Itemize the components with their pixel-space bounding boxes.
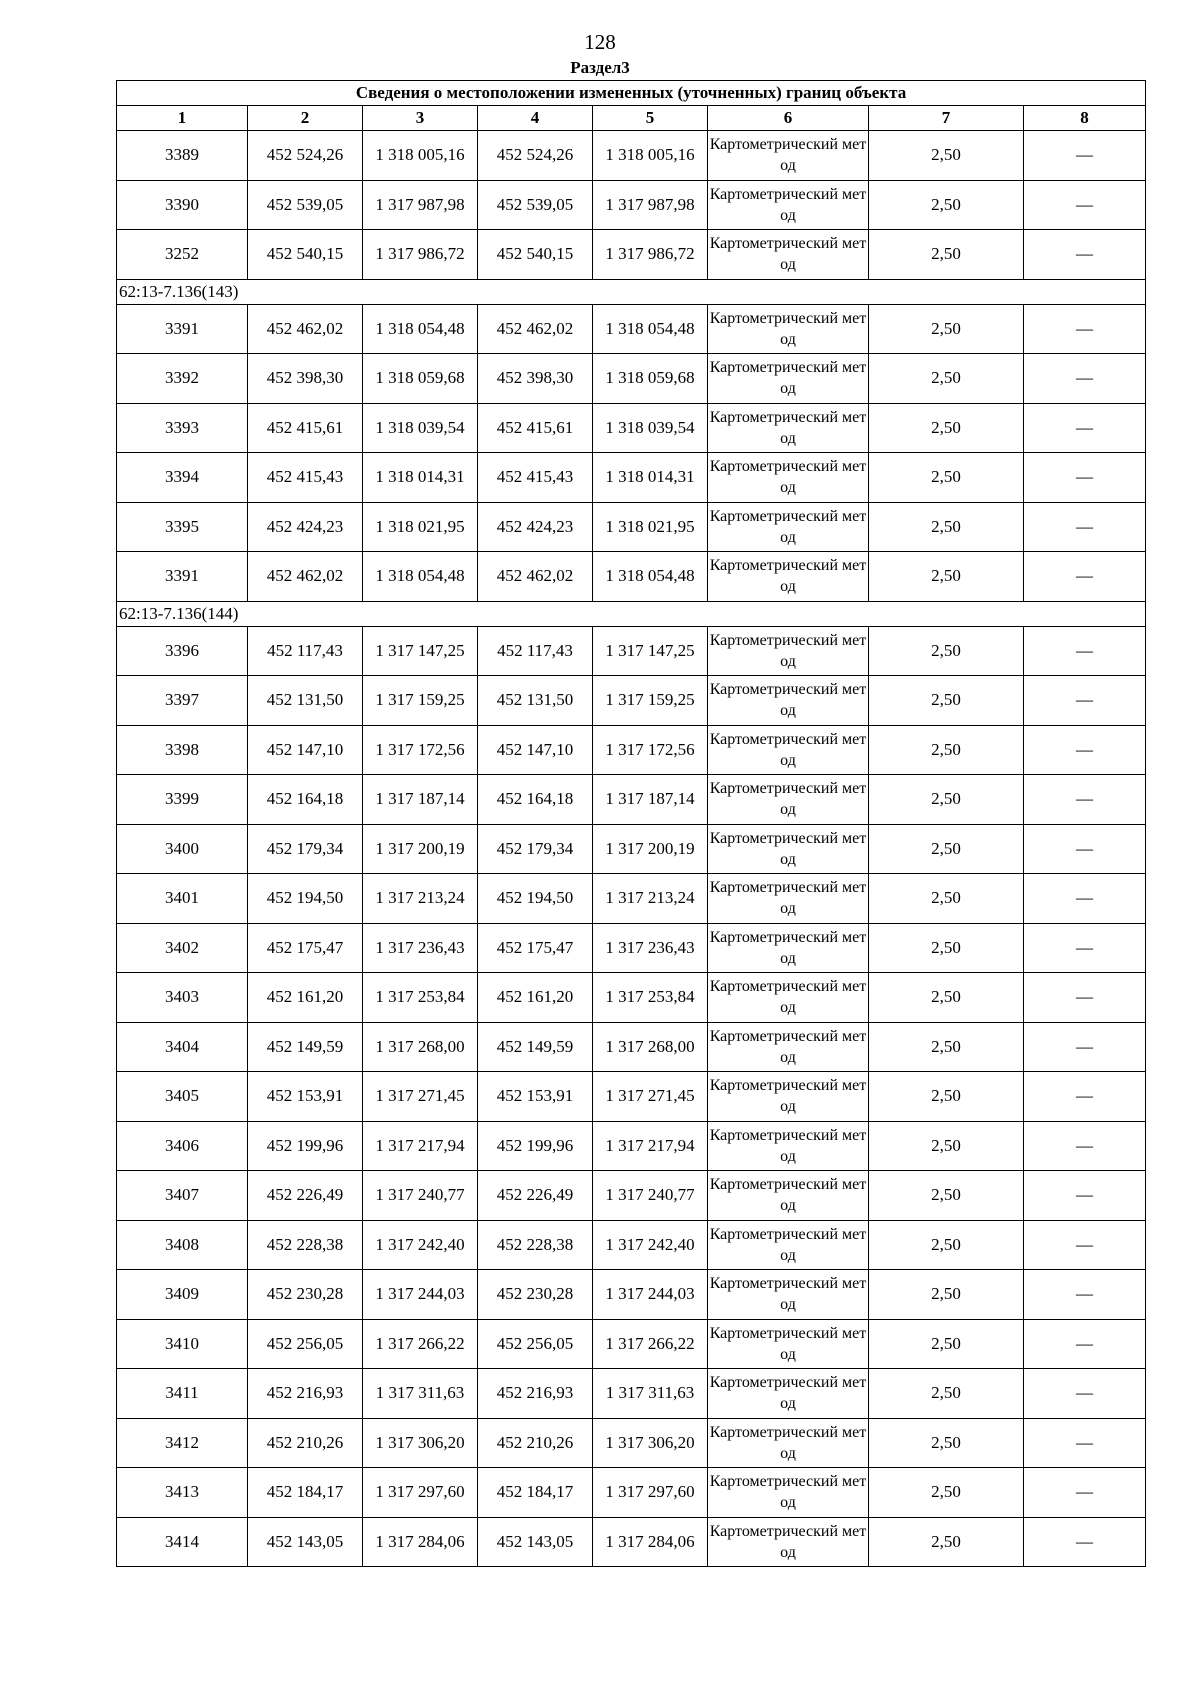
table-row xyxy=(117,453,1146,503)
method-cell: Картометрический метод xyxy=(708,502,869,552)
column-number: 1 xyxy=(117,106,248,131)
y-coordinate-new-cell: 1 317 159,25 xyxy=(593,676,708,726)
column-number: 3 xyxy=(363,106,478,131)
table-row xyxy=(117,1270,1146,1320)
table-row xyxy=(117,775,1146,825)
table-row xyxy=(117,502,1146,552)
y-coordinate-new-cell: 1 318 005,16 xyxy=(593,131,708,181)
accuracy-cell: 2,50 xyxy=(869,923,1024,973)
table-title: Сведения о местоположении измененных (уточненных) границ объекта xyxy=(117,81,1146,106)
boundary-coordinates-table xyxy=(116,80,1146,1567)
y-coordinate-new-cell: 1 317 147,25 xyxy=(593,626,708,676)
y-coordinate-new-cell: 1 317 311,63 xyxy=(593,1369,708,1419)
note-cell: — xyxy=(1024,304,1146,354)
y-coordinate-cell: 1 318 054,48 xyxy=(363,304,478,354)
y-coordinate-new-cell: 1 317 271,45 xyxy=(593,1072,708,1122)
table-row xyxy=(117,1220,1146,1270)
x-coordinate-cell: 452 540,15 xyxy=(248,230,363,280)
method-cell: Картометрический метод xyxy=(708,824,869,874)
accuracy-cell: 2,50 xyxy=(869,1418,1024,1468)
x-coordinate-new-cell: 452 149,59 xyxy=(478,1022,593,1072)
section-title: Раздел3 xyxy=(570,58,630,77)
point-number-cell: 3400 xyxy=(117,824,248,874)
x-coordinate-cell: 452 175,47 xyxy=(248,923,363,973)
note-cell: — xyxy=(1024,354,1146,404)
point-number-cell: 3404 xyxy=(117,1022,248,1072)
y-coordinate-new-cell: 1 318 039,54 xyxy=(593,403,708,453)
method-cell: Картометрический метод xyxy=(708,1369,869,1419)
note-cell: — xyxy=(1024,1270,1146,1320)
x-coordinate-cell: 452 164,18 xyxy=(248,775,363,825)
table-row xyxy=(117,1517,1146,1567)
x-coordinate-new-cell: 452 117,43 xyxy=(478,626,593,676)
note-cell: — xyxy=(1024,973,1146,1023)
point-number-cell: 3408 xyxy=(117,1220,248,1270)
y-coordinate-new-cell: 1 317 187,14 xyxy=(593,775,708,825)
x-coordinate-new-cell: 452 226,49 xyxy=(478,1171,593,1221)
column-number: 2 xyxy=(248,106,363,131)
y-coordinate-new-cell: 1 318 054,48 xyxy=(593,552,708,602)
x-coordinate-cell: 452 131,50 xyxy=(248,676,363,726)
x-coordinate-cell: 452 256,05 xyxy=(248,1319,363,1369)
note-cell: — xyxy=(1024,453,1146,503)
method-cell: Картометрический метод xyxy=(708,180,869,230)
method-cell: Картометрический метод xyxy=(708,676,869,726)
y-coordinate-new-cell: 1 317 253,84 xyxy=(593,973,708,1023)
x-coordinate-cell: 452 462,02 xyxy=(248,304,363,354)
point-number-cell: 3389 xyxy=(117,131,248,181)
x-coordinate-cell: 452 398,30 xyxy=(248,354,363,404)
point-number-cell: 3413 xyxy=(117,1468,248,1518)
accuracy-cell: 2,50 xyxy=(869,552,1024,602)
note-cell: — xyxy=(1024,1418,1146,1468)
table-row xyxy=(117,1171,1146,1221)
accuracy-cell: 2,50 xyxy=(869,180,1024,230)
point-number-cell: 3403 xyxy=(117,973,248,1023)
note-cell: — xyxy=(1024,1369,1146,1419)
table-row xyxy=(117,874,1146,924)
table-row xyxy=(117,180,1146,230)
y-coordinate-cell: 1 318 021,95 xyxy=(363,502,478,552)
x-coordinate-cell: 452 149,59 xyxy=(248,1022,363,1072)
x-coordinate-new-cell: 452 540,15 xyxy=(478,230,593,280)
point-number-cell: 3252 xyxy=(117,230,248,280)
table-row xyxy=(117,1022,1146,1072)
x-coordinate-new-cell: 452 539,05 xyxy=(478,180,593,230)
table-row xyxy=(117,973,1146,1023)
y-coordinate-new-cell: 1 317 200,19 xyxy=(593,824,708,874)
table-row xyxy=(117,354,1146,404)
table-row xyxy=(117,1319,1146,1369)
point-number-cell: 3391 xyxy=(117,304,248,354)
note-cell: — xyxy=(1024,874,1146,924)
note-cell: — xyxy=(1024,923,1146,973)
y-coordinate-new-cell: 1 318 014,31 xyxy=(593,453,708,503)
x-coordinate-cell: 452 210,26 xyxy=(248,1418,363,1468)
y-coordinate-cell: 1 317 253,84 xyxy=(363,973,478,1023)
point-number-cell: 3412 xyxy=(117,1418,248,1468)
method-cell: Картометрический метод xyxy=(708,775,869,825)
note-cell: — xyxy=(1024,626,1146,676)
y-coordinate-new-cell: 1 317 213,24 xyxy=(593,874,708,924)
accuracy-cell: 2,50 xyxy=(869,453,1024,503)
y-coordinate-cell: 1 317 172,56 xyxy=(363,725,478,775)
x-coordinate-cell: 452 117,43 xyxy=(248,626,363,676)
note-cell: — xyxy=(1024,131,1146,181)
point-number-cell: 3410 xyxy=(117,1319,248,1369)
table-row xyxy=(117,1418,1146,1468)
x-coordinate-cell: 452 161,20 xyxy=(248,973,363,1023)
y-coordinate-new-cell: 1 317 172,56 xyxy=(593,725,708,775)
note-cell: — xyxy=(1024,725,1146,775)
y-coordinate-cell: 1 318 059,68 xyxy=(363,354,478,404)
point-number-cell: 3399 xyxy=(117,775,248,825)
x-coordinate-cell: 452 424,23 xyxy=(248,502,363,552)
x-coordinate-cell: 452 228,38 xyxy=(248,1220,363,1270)
x-coordinate-new-cell: 452 153,91 xyxy=(478,1072,593,1122)
x-coordinate-new-cell: 452 462,02 xyxy=(478,552,593,602)
y-coordinate-new-cell: 1 317 306,20 xyxy=(593,1418,708,1468)
x-coordinate-new-cell: 452 230,28 xyxy=(478,1270,593,1320)
table-row xyxy=(117,725,1146,775)
x-coordinate-cell: 452 524,26 xyxy=(248,131,363,181)
table-row xyxy=(117,626,1146,676)
accuracy-cell: 2,50 xyxy=(869,874,1024,924)
y-coordinate-cell: 1 317 236,43 xyxy=(363,923,478,973)
note-cell: — xyxy=(1024,1022,1146,1072)
note-cell: — xyxy=(1024,230,1146,280)
y-coordinate-cell: 1 317 268,00 xyxy=(363,1022,478,1072)
y-coordinate-new-cell: 1 318 054,48 xyxy=(593,304,708,354)
method-cell: Картометрический метод xyxy=(708,1022,869,1072)
x-coordinate-cell: 452 179,34 xyxy=(248,824,363,874)
accuracy-cell: 2,50 xyxy=(869,1072,1024,1122)
note-cell: — xyxy=(1024,1171,1146,1221)
point-number-cell: 3398 xyxy=(117,725,248,775)
x-coordinate-new-cell: 452 179,34 xyxy=(478,824,593,874)
group-header-row xyxy=(117,601,1146,626)
y-coordinate-new-cell: 1 318 021,95 xyxy=(593,502,708,552)
accuracy-cell: 2,50 xyxy=(869,502,1024,552)
x-coordinate-cell: 452 216,93 xyxy=(248,1369,363,1419)
x-coordinate-cell: 452 415,43 xyxy=(248,453,363,503)
y-coordinate-new-cell: 1 317 242,40 xyxy=(593,1220,708,1270)
y-coordinate-new-cell: 1 317 268,00 xyxy=(593,1022,708,1072)
table-row xyxy=(117,824,1146,874)
point-number-cell: 3396 xyxy=(117,626,248,676)
x-coordinate-cell: 452 462,02 xyxy=(248,552,363,602)
x-coordinate-new-cell: 452 199,96 xyxy=(478,1121,593,1171)
x-coordinate-cell: 452 153,91 xyxy=(248,1072,363,1122)
note-cell: — xyxy=(1024,552,1146,602)
point-number-cell: 3407 xyxy=(117,1171,248,1221)
x-coordinate-new-cell: 452 216,93 xyxy=(478,1369,593,1419)
x-coordinate-cell: 452 415,61 xyxy=(248,403,363,453)
y-coordinate-new-cell: 1 317 236,43 xyxy=(593,923,708,973)
y-coordinate-new-cell: 1 317 284,06 xyxy=(593,1517,708,1567)
accuracy-cell: 2,50 xyxy=(869,1369,1024,1419)
x-coordinate-cell: 452 143,05 xyxy=(248,1517,363,1567)
y-coordinate-cell: 1 318 039,54 xyxy=(363,403,478,453)
y-coordinate-new-cell: 1 317 266,22 xyxy=(593,1319,708,1369)
x-coordinate-new-cell: 452 210,26 xyxy=(478,1418,593,1468)
x-coordinate-new-cell: 452 131,50 xyxy=(478,676,593,726)
accuracy-cell: 2,50 xyxy=(869,775,1024,825)
y-coordinate-cell: 1 318 014,31 xyxy=(363,453,478,503)
cadastral-group-label: 62:13-7.136(143) xyxy=(117,279,1146,304)
accuracy-cell: 2,50 xyxy=(869,725,1024,775)
y-coordinate-cell: 1 317 187,14 xyxy=(363,775,478,825)
method-cell: Картометрический метод xyxy=(708,725,869,775)
accuracy-cell: 2,50 xyxy=(869,131,1024,181)
y-coordinate-new-cell: 1 317 240,77 xyxy=(593,1171,708,1221)
note-cell: — xyxy=(1024,1468,1146,1518)
column-number: 6 xyxy=(708,106,869,131)
x-coordinate-new-cell: 452 462,02 xyxy=(478,304,593,354)
y-coordinate-new-cell: 1 318 059,68 xyxy=(593,354,708,404)
x-coordinate-new-cell: 452 147,10 xyxy=(478,725,593,775)
y-coordinate-cell: 1 317 159,25 xyxy=(363,676,478,726)
y-coordinate-cell: 1 317 986,72 xyxy=(363,230,478,280)
y-coordinate-cell: 1 318 005,16 xyxy=(363,131,478,181)
x-coordinate-cell: 452 184,17 xyxy=(248,1468,363,1518)
table-row xyxy=(117,131,1146,181)
method-cell: Картометрический метод xyxy=(708,973,869,1023)
table-row xyxy=(117,676,1146,726)
x-coordinate-new-cell: 452 184,17 xyxy=(478,1468,593,1518)
point-number-cell: 3394 xyxy=(117,453,248,503)
accuracy-cell: 2,50 xyxy=(869,1270,1024,1320)
point-number-cell: 3393 xyxy=(117,403,248,453)
note-cell: — xyxy=(1024,824,1146,874)
point-number-cell: 3411 xyxy=(117,1369,248,1419)
accuracy-cell: 2,50 xyxy=(869,1121,1024,1171)
x-coordinate-new-cell: 452 194,50 xyxy=(478,874,593,924)
x-coordinate-new-cell: 452 175,47 xyxy=(478,923,593,973)
y-coordinate-cell: 1 317 147,25 xyxy=(363,626,478,676)
y-coordinate-cell: 1 317 297,60 xyxy=(363,1468,478,1518)
y-coordinate-cell: 1 317 242,40 xyxy=(363,1220,478,1270)
y-coordinate-new-cell: 1 317 217,94 xyxy=(593,1121,708,1171)
x-coordinate-cell: 452 230,28 xyxy=(248,1270,363,1320)
method-cell: Картометрический метод xyxy=(708,1121,869,1171)
page-number: 128 xyxy=(584,30,616,54)
table-row xyxy=(117,923,1146,973)
method-cell: Картометрический метод xyxy=(708,1319,869,1369)
y-coordinate-cell: 1 317 284,06 xyxy=(363,1517,478,1567)
method-cell: Картометрический метод xyxy=(708,1171,869,1221)
method-cell: Картометрический метод xyxy=(708,230,869,280)
accuracy-cell: 2,50 xyxy=(869,973,1024,1023)
method-cell: Картометрический метод xyxy=(708,304,869,354)
y-coordinate-cell: 1 317 200,19 xyxy=(363,824,478,874)
method-cell: Картометрический метод xyxy=(708,1418,869,1468)
y-coordinate-new-cell: 1 317 986,72 xyxy=(593,230,708,280)
cadastral-group-label: 62:13-7.136(144) xyxy=(117,601,1146,626)
method-cell: Картометрический метод xyxy=(708,1072,869,1122)
point-number-cell: 3402 xyxy=(117,923,248,973)
table-body xyxy=(117,131,1146,1567)
point-number-cell: 3392 xyxy=(117,354,248,404)
note-cell: — xyxy=(1024,1220,1146,1270)
x-coordinate-cell: 452 199,96 xyxy=(248,1121,363,1171)
accuracy-cell: 2,50 xyxy=(869,1517,1024,1567)
accuracy-cell: 2,50 xyxy=(869,1319,1024,1369)
accuracy-cell: 2,50 xyxy=(869,824,1024,874)
accuracy-cell: 2,50 xyxy=(869,1468,1024,1518)
method-cell: Картометрический метод xyxy=(708,626,869,676)
note-cell: — xyxy=(1024,1319,1146,1369)
note-cell: — xyxy=(1024,676,1146,726)
y-coordinate-cell: 1 317 213,24 xyxy=(363,874,478,924)
column-number: 8 xyxy=(1024,106,1146,131)
method-cell: Картометрический метод xyxy=(708,1270,869,1320)
point-number-cell: 3409 xyxy=(117,1270,248,1320)
point-number-cell: 3390 xyxy=(117,180,248,230)
x-coordinate-new-cell: 452 143,05 xyxy=(478,1517,593,1567)
x-coordinate-new-cell: 452 398,30 xyxy=(478,354,593,404)
column-number-row xyxy=(117,106,1146,131)
accuracy-cell: 2,50 xyxy=(869,354,1024,404)
note-cell: — xyxy=(1024,502,1146,552)
table-row xyxy=(117,1072,1146,1122)
accuracy-cell: 2,50 xyxy=(869,230,1024,280)
accuracy-cell: 2,50 xyxy=(869,676,1024,726)
y-coordinate-new-cell: 1 317 297,60 xyxy=(593,1468,708,1518)
y-coordinate-cell: 1 317 244,03 xyxy=(363,1270,478,1320)
x-coordinate-cell: 452 226,49 xyxy=(248,1171,363,1221)
note-cell: — xyxy=(1024,775,1146,825)
x-coordinate-new-cell: 452 161,20 xyxy=(478,973,593,1023)
x-coordinate-new-cell: 452 164,18 xyxy=(478,775,593,825)
method-cell: Картометрический метод xyxy=(708,923,869,973)
note-cell: — xyxy=(1024,403,1146,453)
accuracy-cell: 2,50 xyxy=(869,626,1024,676)
column-number: 4 xyxy=(478,106,593,131)
y-coordinate-cell: 1 317 311,63 xyxy=(363,1369,478,1419)
note-cell: — xyxy=(1024,1072,1146,1122)
y-coordinate-new-cell: 1 317 987,98 xyxy=(593,180,708,230)
note-cell: — xyxy=(1024,1121,1146,1171)
y-coordinate-cell: 1 318 054,48 xyxy=(363,552,478,602)
point-number-cell: 3405 xyxy=(117,1072,248,1122)
note-cell: — xyxy=(1024,1517,1146,1567)
group-header-row xyxy=(117,279,1146,304)
x-coordinate-new-cell: 452 256,05 xyxy=(478,1319,593,1369)
method-cell: Картометрический метод xyxy=(708,552,869,602)
table-row xyxy=(117,1121,1146,1171)
method-cell: Картометрический метод xyxy=(708,1220,869,1270)
x-coordinate-new-cell: 452 415,61 xyxy=(478,403,593,453)
point-number-cell: 3395 xyxy=(117,502,248,552)
table-row xyxy=(117,304,1146,354)
y-coordinate-new-cell: 1 317 244,03 xyxy=(593,1270,708,1320)
note-cell: — xyxy=(1024,180,1146,230)
point-number-cell: 3391 xyxy=(117,552,248,602)
table-row xyxy=(117,403,1146,453)
point-number-cell: 3397 xyxy=(117,676,248,726)
x-coordinate-cell: 452 539,05 xyxy=(248,180,363,230)
column-number: 5 xyxy=(593,106,708,131)
accuracy-cell: 2,50 xyxy=(869,304,1024,354)
y-coordinate-cell: 1 317 240,77 xyxy=(363,1171,478,1221)
point-number-cell: 3401 xyxy=(117,874,248,924)
x-coordinate-new-cell: 452 415,43 xyxy=(478,453,593,503)
method-cell: Картометрический метод xyxy=(708,1517,869,1567)
method-cell: Картометрический метод xyxy=(708,131,869,181)
table-row xyxy=(117,230,1146,280)
y-coordinate-cell: 1 317 987,98 xyxy=(363,180,478,230)
method-cell: Картометрический метод xyxy=(708,403,869,453)
accuracy-cell: 2,50 xyxy=(869,1022,1024,1072)
y-coordinate-cell: 1 317 306,20 xyxy=(363,1418,478,1468)
method-cell: Картометрический метод xyxy=(708,354,869,404)
x-coordinate-cell: 452 194,50 xyxy=(248,874,363,924)
column-number: 7 xyxy=(869,106,1024,131)
y-coordinate-cell: 1 317 271,45 xyxy=(363,1072,478,1122)
x-coordinate-new-cell: 452 424,23 xyxy=(478,502,593,552)
x-coordinate-new-cell: 452 524,26 xyxy=(478,131,593,181)
point-number-cell: 3406 xyxy=(117,1121,248,1171)
x-coordinate-cell: 452 147,10 xyxy=(248,725,363,775)
accuracy-cell: 2,50 xyxy=(869,1171,1024,1221)
y-coordinate-cell: 1 317 217,94 xyxy=(363,1121,478,1171)
method-cell: Картометрический метод xyxy=(708,453,869,503)
accuracy-cell: 2,50 xyxy=(869,1220,1024,1270)
table-title-row xyxy=(117,81,1146,106)
table-row xyxy=(117,1468,1146,1518)
method-cell: Картометрический метод xyxy=(708,1468,869,1518)
y-coordinate-cell: 1 317 266,22 xyxy=(363,1319,478,1369)
method-cell: Картометрический метод xyxy=(708,874,869,924)
x-coordinate-new-cell: 452 228,38 xyxy=(478,1220,593,1270)
point-number-cell: 3414 xyxy=(117,1517,248,1567)
table-row xyxy=(117,552,1146,602)
accuracy-cell: 2,50 xyxy=(869,403,1024,453)
table-row xyxy=(117,1369,1146,1419)
